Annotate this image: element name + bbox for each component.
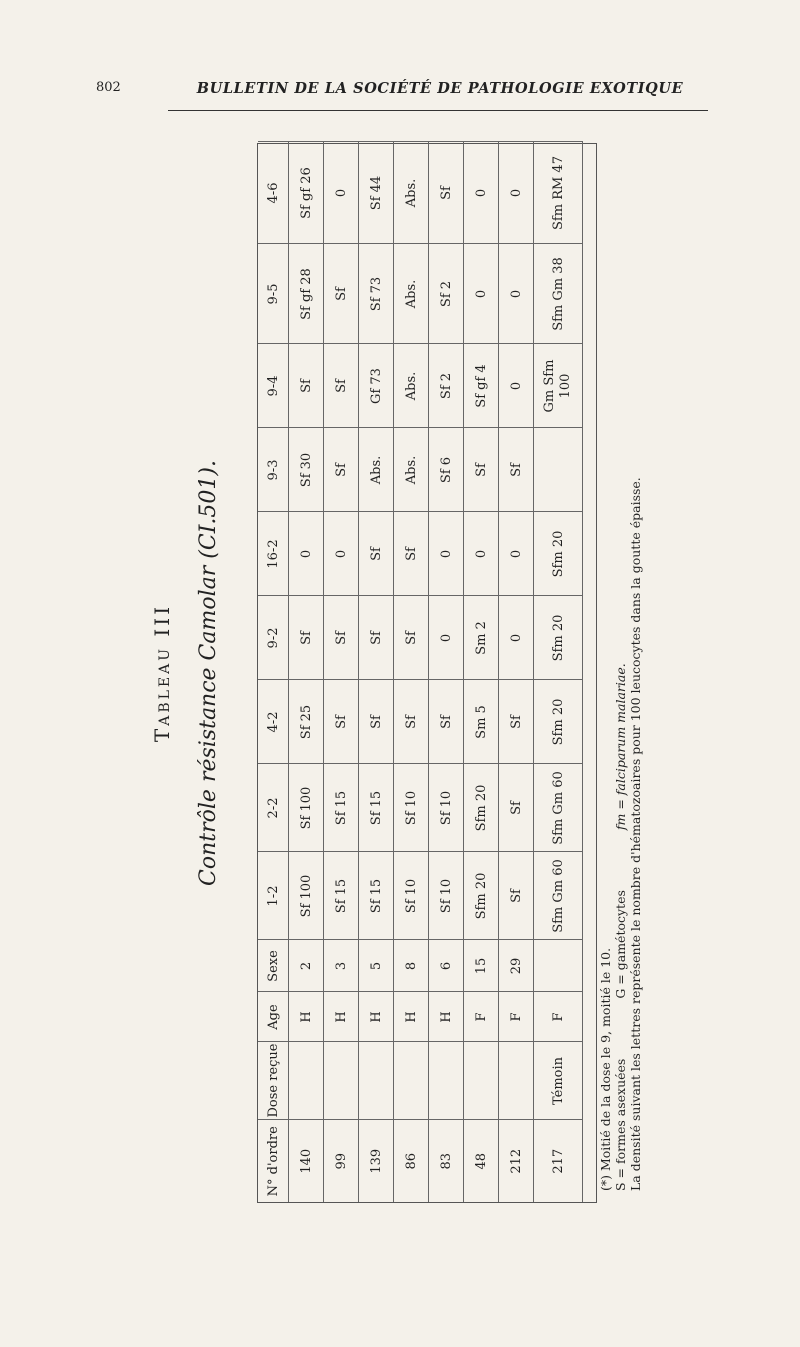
table-cell: 0	[499, 596, 534, 680]
column-header: 9-5	[258, 244, 289, 344]
table-cell: Sfm 20	[534, 680, 583, 764]
table-cell: 0	[429, 512, 464, 596]
table-cell: Sf 44	[359, 142, 394, 244]
table-cell: Sf	[324, 680, 359, 764]
table-cell: 29	[499, 940, 534, 992]
table-cell: Sf gf 4	[464, 344, 499, 428]
table-cell: Sf gf 26	[289, 142, 324, 244]
table-cell: Abs.	[394, 142, 429, 244]
table-cell: 212	[499, 1120, 534, 1202]
table-cell: 139	[359, 1120, 394, 1202]
table-cell: 2	[289, 940, 324, 992]
column-header: 9-2	[258, 596, 289, 680]
table-cell: Sfm 20	[464, 764, 499, 852]
table-cell: 48	[464, 1120, 499, 1202]
table-cell: Sf 10	[394, 852, 429, 940]
table-cell: Sf 15	[324, 764, 359, 852]
column-header: 2-2	[258, 764, 289, 852]
column-header: Sexe	[258, 940, 289, 992]
table-cell: 8	[394, 940, 429, 992]
table-subtitle: Contrôle résistance Camolar (CI.501).	[196, 460, 221, 886]
table-cell: Sf 100	[289, 852, 324, 940]
table-cell	[534, 940, 583, 992]
table-cell: Sf	[499, 852, 534, 940]
table-cell: Sf 6	[429, 428, 464, 512]
table-row	[499, 142, 534, 1202]
table-cell: Sf 100	[289, 764, 324, 852]
footnote-gametocytes: G = gamétocytes	[613, 890, 628, 999]
table-footnotes	[598, 143, 658, 1203]
table-cell: 0	[464, 244, 499, 344]
table-cell: Sf	[359, 512, 394, 596]
column-header: Age	[258, 992, 289, 1042]
header-rule	[168, 110, 708, 111]
table-cell: Sfm 20	[534, 596, 583, 680]
table-cell: Sf	[499, 764, 534, 852]
table-cell: Abs.	[394, 244, 429, 344]
table-cell: Sf	[394, 680, 429, 764]
table-cell: 5	[359, 940, 394, 992]
table-cell: 15	[464, 940, 499, 992]
table-cell: Sf	[359, 680, 394, 764]
table-cell: 0	[499, 244, 534, 344]
table-cell: F	[534, 992, 583, 1042]
table-cell: Sf	[499, 428, 534, 512]
table-cell: H	[359, 992, 394, 1042]
column-header: N° d'ordre	[258, 1120, 289, 1202]
table-cell: Sf 15	[359, 852, 394, 940]
table-cell: 140	[289, 1120, 324, 1202]
table-cell: 83	[429, 1120, 464, 1202]
table-cell: H	[289, 992, 324, 1042]
table-cell: Abs.	[359, 428, 394, 512]
table-row	[429, 142, 464, 1202]
table-cell: Sfm 20	[534, 512, 583, 596]
rotated-table-block	[140, 143, 660, 1203]
table-cell: Sf	[394, 596, 429, 680]
table-cell: Abs.	[394, 428, 429, 512]
table-cell: Sf	[429, 142, 464, 244]
table-cell: 86	[394, 1120, 429, 1202]
table-cell: Sm 5	[464, 680, 499, 764]
footnote-falciparum: fm = falciparum malariae.	[613, 663, 628, 831]
table-cell: F	[464, 992, 499, 1042]
table-cell: 3	[324, 940, 359, 992]
table-cell: Abs.	[394, 344, 429, 428]
table-cell: Sfm RM 47	[534, 142, 583, 244]
table-cell: 217	[534, 1120, 583, 1202]
table-cell: Sf 10	[429, 764, 464, 852]
table-cell: 0	[324, 512, 359, 596]
column-header: 9-3	[258, 428, 289, 512]
table-cell: Sfm 20	[464, 852, 499, 940]
footnote-asexual: S = formes asexuées	[613, 1058, 628, 1191]
table-cell: Sfm Gm 60	[534, 852, 583, 940]
table-cell: Sf 10	[394, 764, 429, 852]
table-cell: H	[429, 992, 464, 1042]
footnote-dose: (*) Moitié de la dose le 9, moitié le 10.	[598, 947, 613, 1191]
table-cell: 0	[499, 512, 534, 596]
table-cell: Sf	[324, 344, 359, 428]
table-row-control	[534, 142, 583, 1202]
table-cell: Sf	[429, 680, 464, 764]
column-header: 16-2	[258, 512, 289, 596]
column-header: 4-2	[258, 680, 289, 764]
table-row	[394, 142, 429, 1202]
footnote-density: La densité suivant les lettres représente le nombre d'hématozoaires pour 100 leucocytes dans la goutte épaisse.	[628, 477, 643, 1191]
table-cell: Sf 73	[359, 244, 394, 344]
table-cell	[429, 1042, 464, 1120]
page-header	[96, 68, 704, 108]
table-cell: Sf	[324, 428, 359, 512]
table-cell: Sfm Gm 60	[534, 764, 583, 852]
footnote-legend	[613, 143, 628, 1191]
table-cell: Témoin	[534, 1042, 583, 1120]
table-cell: Sf	[394, 512, 429, 596]
table-cell	[534, 428, 583, 512]
table-row	[324, 142, 359, 1202]
table-cell: Sf 2	[429, 244, 464, 344]
table-cell	[359, 1042, 394, 1120]
table-cell: Sf	[324, 596, 359, 680]
table-row	[289, 142, 324, 1202]
table-cell	[464, 1042, 499, 1120]
table-cell: H	[394, 992, 429, 1042]
column-header: 4-6	[258, 142, 289, 244]
table-row	[359, 142, 394, 1202]
table-cell: Sf 30	[289, 428, 324, 512]
table-cell: Sm 2	[464, 596, 499, 680]
table-cell	[394, 1042, 429, 1120]
table-cell	[324, 1042, 359, 1120]
table-cell: 0	[429, 596, 464, 680]
column-header: 9-4	[258, 344, 289, 428]
column-header: Dose reçue	[258, 1042, 289, 1120]
table-title: Tableau III	[150, 603, 174, 743]
table-cell: 0	[499, 344, 534, 428]
table-cell: Sf	[324, 244, 359, 344]
table-cell	[289, 1042, 324, 1120]
table-cell: Sf gf 28	[289, 244, 324, 344]
table-cell: Sf	[359, 596, 394, 680]
table-cell: 99	[324, 1120, 359, 1202]
table-cell: H	[324, 992, 359, 1042]
table-cell: Sf 15	[324, 852, 359, 940]
table-cell: Gf 73	[359, 344, 394, 428]
table-cell: 0	[464, 512, 499, 596]
page-number: 802	[96, 80, 121, 95]
table-cell: 0	[289, 512, 324, 596]
table-cell: Sfm Gm 38	[534, 244, 583, 344]
table-frame	[257, 143, 597, 1203]
running-title: BULLETIN DE LA SOCIÉTÉ DE PATHOLOGIE EXOTIQUE	[196, 80, 684, 97]
table-cell: 6	[429, 940, 464, 992]
table-captions	[140, 143, 250, 1203]
table-cell: Sf	[289, 596, 324, 680]
data-table	[258, 142, 583, 1203]
table-cell: Sf 2	[429, 344, 464, 428]
table-cell: Gm Sfm 100	[534, 344, 583, 428]
table-cell: Sf	[499, 680, 534, 764]
table-cell: 0	[324, 142, 359, 244]
table-cell: Sf 25	[289, 680, 324, 764]
table-row	[464, 142, 499, 1202]
table-cell: F	[499, 992, 534, 1042]
table-cell: Sf 10	[429, 852, 464, 940]
table-header-row	[258, 142, 289, 1202]
table-cell: Sf	[289, 344, 324, 428]
table-cell: 0	[464, 142, 499, 244]
table-cell: Sf 15	[359, 764, 394, 852]
column-header: 1-2	[258, 852, 289, 940]
table-cell: 0	[499, 142, 534, 244]
table-cell: Sf	[464, 428, 499, 512]
table-cell	[499, 1042, 534, 1120]
